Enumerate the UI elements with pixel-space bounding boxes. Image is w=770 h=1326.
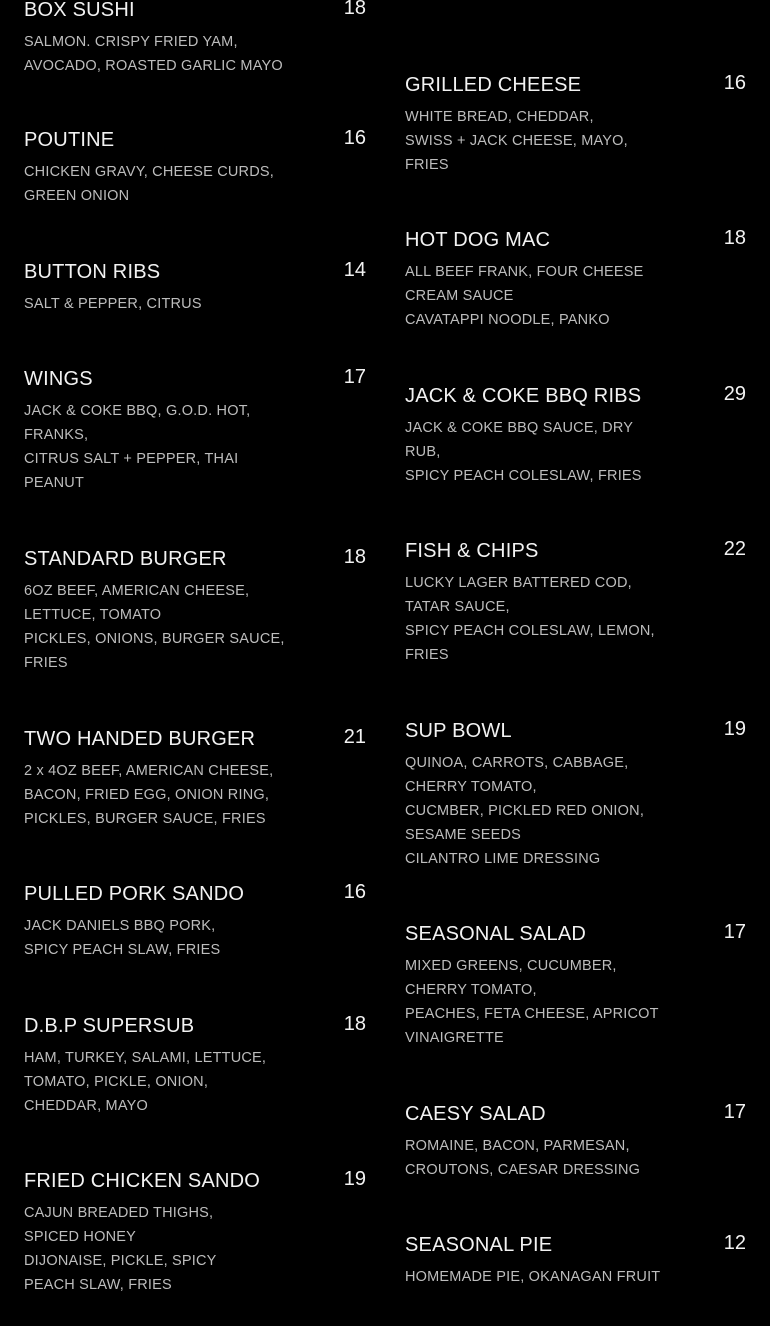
menu-item-price: 18 [343,1013,366,1035]
menu-item-description [405,1134,655,1182]
menu-item-description [405,571,655,667]
menu-item-price: 19 [723,718,746,740]
description-line: BACON, FRIED EGG, ONION RING, [24,787,270,803]
menu-item-header [405,226,746,254]
menu-item-name: GRILLED CHEESE [405,74,582,96]
menu-item-description [405,751,655,871]
menu-item-button-ribs [24,258,366,316]
menu-item-d-b-p-supersub [24,1012,366,1118]
description-line: PICKLES, BURGER SAUCE, FRIES [24,811,266,827]
description-line: DIJONAISE, PICKLE, SPICY [24,1253,217,1269]
menu-item-description [24,1046,274,1118]
menu-item-standard-burger [24,545,366,675]
description-line: AVOCADO, ROASTED GARLIC MAYO [24,58,283,74]
menu-item-description [405,954,659,1050]
menu-item-price: 22 [723,538,746,560]
menu-item-name: POUTINE [24,129,115,151]
description-line: ALL BEEF FRANK, FOUR CHEESE [405,264,644,280]
menu-item-description [24,30,283,78]
menu-item-price: 16 [343,881,366,903]
menu-item-price: 29 [723,383,746,405]
description-line: LETTUCE, TOMATO [24,607,162,623]
menu-item-name: HOT DOG MAC [405,229,551,251]
menu-item-description [405,416,655,488]
description-line: PICKLES, ONIONS, BURGER SAUCE, [24,631,285,647]
description-line: FRIES [405,157,449,173]
menu-item-header [24,1012,366,1040]
description-line: JACK & COKE BBQ SAUCE, DRY [405,420,634,436]
description-line: HOMEMADE PIE, OKANAGAN FRUIT [405,1269,661,1285]
menu-item-name: TWO HANDED BURGER [24,728,256,750]
menu-item-name: SEASONAL PIE [405,1234,553,1256]
menu-item-price: 16 [723,72,746,94]
description-line: JACK & COKE BBQ, G.O.D. HOT, [24,403,251,419]
description-line: CAJUN BREADED THIGHS, [24,1205,214,1221]
menu-item-pulled-pork-sando [24,880,366,962]
menu-item-price: 18 [343,546,366,568]
description-line: TATAR SAUCE, [405,599,510,615]
description-line: SALT & PEPPER, CITRUS [24,296,202,312]
menu-item-header [405,382,746,410]
menu-item-description [24,292,274,316]
menu-item-box-sushi [24,0,366,78]
menu-item-seasonal-salad [405,920,746,1050]
description-line: GREEN ONION [24,188,130,204]
menu-item-name: FRIED CHICKEN SANDO [24,1170,261,1192]
description-line: ROMAINE, BACON, PARMESAN, [405,1138,630,1154]
menu-item-header [405,1100,746,1128]
menu-item-header [24,725,366,753]
menu-item-name: WINGS [24,368,93,390]
menu-item-caesy-salad [405,1100,746,1182]
description-line: CILANTRO LIME DRESSING [405,851,601,867]
description-line: FRANKS, [24,427,89,443]
description-line: SPICY PEACH COLESLAW, FRIES [405,468,642,484]
menu-item-name: FISH & CHIPS [405,540,539,562]
menu-item-name: CAESY SALAD [405,1103,546,1125]
menu-item-header [24,365,366,393]
description-line: 2 x 4OZ BEEF, AMERICAN CHEESE, [24,763,274,779]
menu-item-price: 17 [343,366,366,388]
menu-item-price: 19 [343,1168,366,1190]
description-line: CUCMBER, PICKLED RED ONION, [405,803,645,819]
menu-item-description [24,399,274,495]
menu-item-header [405,537,746,565]
description-line: VINAIGRETTE [405,1030,504,1046]
menu-item-price: 17 [723,1101,746,1123]
description-line: CAVATAPPI NOODLE, PANKO [405,312,610,328]
menu-item-description [405,1265,661,1289]
description-line: CREAM SAUCE [405,288,514,304]
menu-item-grilled-cheese [405,71,746,177]
menu-item-sup-bowl [405,717,746,871]
description-line: MIXED GREENS, CUCUMBER, [405,958,617,974]
menu-item-poutine [24,126,366,208]
description-line: JACK DANIELS BBQ PORK, [24,918,216,934]
description-line: WHITE BREAD, CHEDDAR, [405,109,594,125]
description-line: CHERRY TOMATO, [405,982,537,998]
description-line: CHERRY TOMATO, [405,779,537,795]
description-line: PEANUT [24,475,85,491]
menu-item-header [24,126,366,154]
description-line: HAM, TURKEY, SALAMI, LETTUCE, [24,1050,267,1066]
description-line: SWISS + JACK CHEESE, MAYO, [405,133,628,149]
menu-item-description [24,160,274,208]
menu-item-name: SEASONAL SALAD [405,923,587,945]
description-line: LUCKY LAGER BATTERED COD, [405,575,632,591]
menu-item-fish-chips [405,537,746,667]
menu-item-two-handed-burger [24,725,366,831]
menu-item-header [24,545,366,573]
menu-item-price: 17 [723,921,746,943]
description-line: CHICKEN GRAVY, CHEESE CURDS, [24,164,275,180]
description-line: SESAME SEEDS [405,827,522,843]
description-line: CITRUS SALT + PEPPER, THAI [24,451,239,467]
menu-item-seasonal-pie [405,1231,746,1289]
menu-item-header [405,920,746,948]
menu-item-header [24,1167,366,1195]
description-line: SPICY PEACH COLESLAW, LEMON, [405,623,655,639]
description-line: FRIES [24,655,68,671]
menu-item-price: 21 [343,726,366,748]
description-line: RUB, [405,444,441,460]
menu-item-name: BOX SUSHI [24,0,135,21]
menu-item-hot-dog-mac [405,226,746,332]
description-line: PEACH SLAW, FRIES [24,1277,172,1293]
menu-item-description [24,914,274,962]
menu-item-name: STANDARD BURGER [24,548,227,570]
description-line: SPICY PEACH SLAW, FRIES [24,942,221,958]
menu-item-price: 14 [343,259,366,281]
menu-item-name: JACK & COKE BBQ RIBS [405,385,642,407]
description-line: 6OZ BEEF, AMERICAN CHEESE, [24,583,250,599]
menu-item-header [24,258,366,286]
menu-item-description [24,579,285,675]
menu-item-name: D.B.P SUPERSUB [24,1015,195,1037]
description-line: CHEDDAR, MAYO [24,1098,148,1114]
menu-item-jack-coke-bbq-ribs [405,382,746,488]
description-line: QUINOA, CARROTS, CABBAGE, [405,755,629,771]
description-line: CROUTONS, CAESAR DRESSING [405,1162,641,1178]
menu-item-price: 18 [343,0,366,19]
menu-item-header [24,880,366,908]
description-line: TOMATO, PICKLE, ONION, [24,1074,209,1090]
description-line: FRIES [405,647,449,663]
menu-item-price: 16 [343,127,366,149]
menu-item-name: BUTTON RIBS [24,261,161,283]
menu-item-price: 18 [723,227,746,249]
menu-item-description [405,105,655,177]
menu-item-description [24,1201,274,1297]
menu-item-price: 12 [723,1232,746,1254]
description-line: SALMON. CRISPY FRIED YAM, [24,34,238,50]
menu-item-description [24,759,274,831]
description-line: PEACHES, FETA CHEESE, APRICOT [405,1006,659,1022]
menu-item-header [405,717,746,745]
menu-item-name: PULLED PORK SANDO [24,883,245,905]
menu-item-wings [24,365,366,495]
menu-item-header [405,1231,746,1259]
menu-item-name: SUP BOWL [405,720,512,742]
menu-item-header [405,71,746,99]
menu-item-description [405,260,655,332]
menu-item-fried-chicken-sando [24,1167,366,1297]
description-line: SPICED HONEY [24,1229,136,1245]
menu-item-header [24,0,366,24]
